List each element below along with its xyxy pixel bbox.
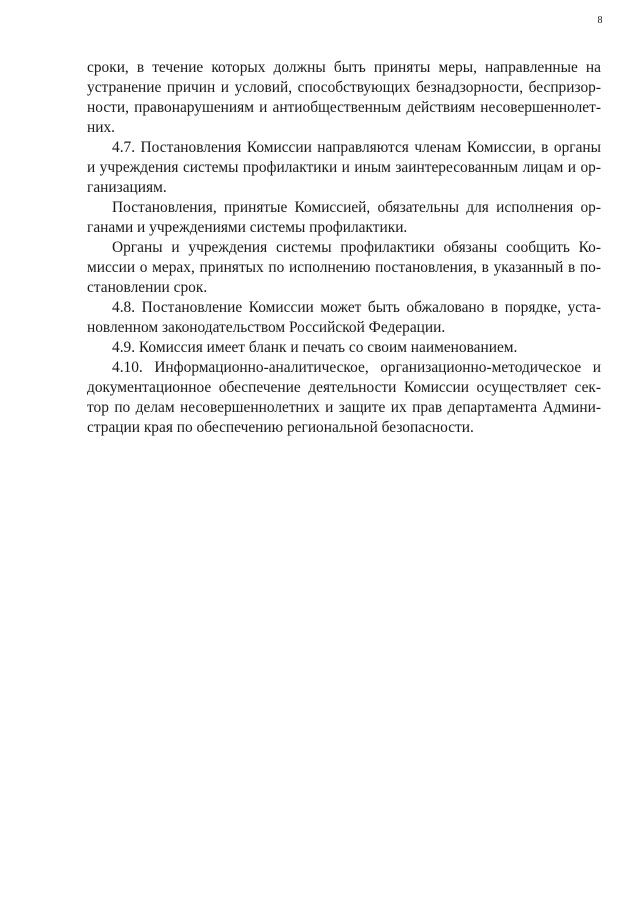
text-line: тор по делам несовершеннолетних и защите их прав департамента Админи-: [87, 399, 601, 416]
paragraph-item-4-10: [87, 358, 601, 438]
text-line: них.: [87, 119, 116, 136]
text-line: становлении срок.: [87, 279, 208, 296]
text-line: 4.7. Постановления Комиссии направляются членам Комиссии, в органы: [112, 139, 601, 156]
text-line: и учреждения системы профилактики и иным заинтересованным лицам и ор-: [87, 159, 601, 176]
text-line: новленном законодательством Российской Федерации.: [87, 319, 446, 336]
text-line: ганизациям.: [87, 179, 167, 196]
text-line: страции края по обеспечению региональной безопасности.: [87, 419, 474, 436]
text-line: Органы и учреждения системы профилактики обязаны сообщить Ко-: [112, 239, 601, 256]
text-line: миссии о мерах, принятых по исполнению постановления, в указанный в по-: [87, 259, 601, 276]
text-line: Постановления, принятые Комиссией, обязательны для исполнения ор-: [112, 199, 601, 216]
paragraph-item-4-7: [87, 138, 601, 198]
text-line: устранение причин и условий, способствующих безнадзорности, беспризор-: [87, 79, 601, 96]
paragraph-item-4-9: [87, 338, 601, 358]
document-body: [87, 58, 601, 438]
text-line: 4.10. Информационно-аналитическое, организационно-методическое и: [112, 359, 601, 376]
text-line: документационное обеспечение деятельности Комиссии осуществляет сек-: [87, 379, 601, 396]
paragraph-continuation: [87, 58, 601, 138]
text-line: ности, правонарушениям и антиобщественным действиям несовершеннолет-: [87, 99, 601, 116]
text-line: ганами и учреждениями системы профилактики.: [87, 219, 408, 236]
paragraph-report-measures: [87, 238, 601, 298]
text-line: 4.9. Комиссия имеет бланк и печать со своим наименованием.: [112, 339, 518, 356]
text-line: сроки, в течение которых должны быть приняты меры, направленные на: [87, 59, 601, 76]
paragraph-resolutions-binding: [87, 198, 601, 238]
page-number: 8: [597, 15, 603, 26]
paragraph-item-4-8: [87, 298, 601, 338]
text-line: 4.8. Постановление Комиссии может быть обжаловано в порядке, уста-: [112, 299, 601, 316]
